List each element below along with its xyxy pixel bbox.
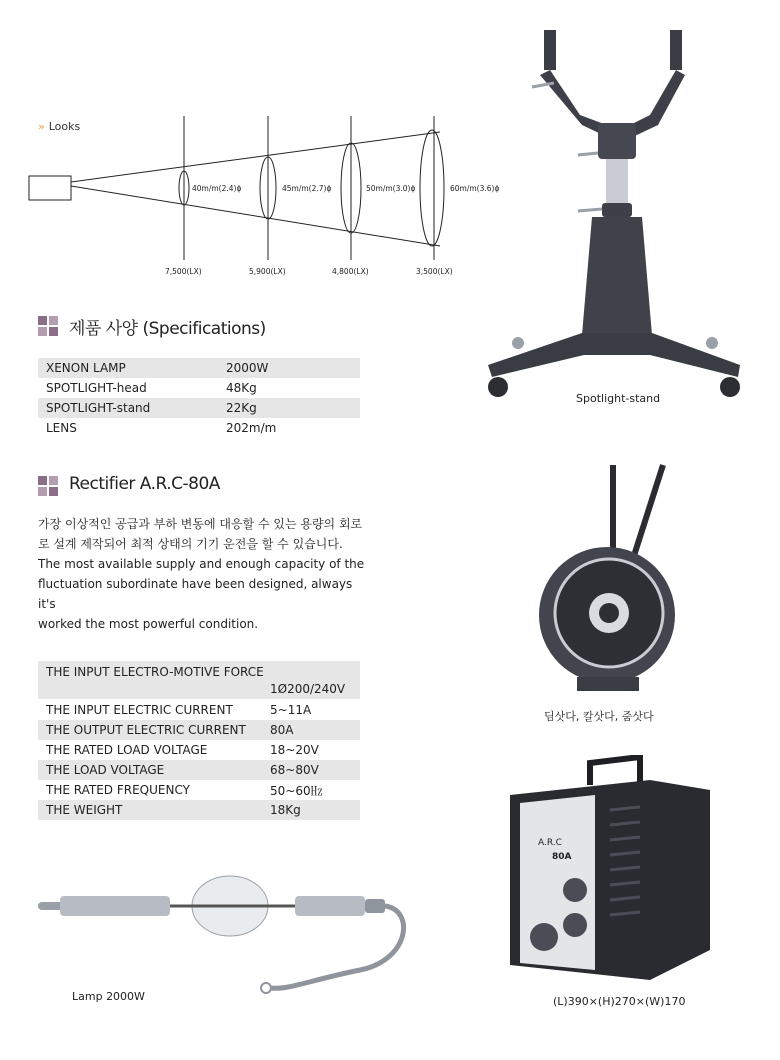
spec-label: XENON LAMP — [46, 361, 126, 375]
spec-label: LENS — [46, 421, 77, 435]
spec-value: 80A — [270, 723, 294, 737]
rectifier-description — [38, 514, 368, 634]
spec-label: THE RATED LOAD VOLTAGE — [46, 743, 208, 757]
section-square-icon-8 — [49, 487, 58, 496]
lux-label-4: 3,500(LX) — [416, 267, 453, 276]
lux-label-1: 7,500(LX) — [165, 267, 202, 276]
spec-label: SPOTLIGHT-head — [46, 381, 147, 395]
table-row — [38, 661, 360, 699]
spec-value: 202m/m — [226, 421, 277, 435]
spotlight-stand-image — [470, 25, 760, 405]
desc-ko-line-1: 가장 이상적인 공급과 부하 변동에 대응할 수 있는 용량의 회로 — [38, 517, 363, 531]
spec-value: 50~60㎐ — [270, 783, 323, 798]
table-row — [38, 740, 360, 760]
beam-section-4 — [420, 130, 444, 246]
spec-label: THE WEIGHT — [46, 803, 123, 817]
section-square-icon-6 — [49, 476, 58, 485]
table-row — [38, 800, 360, 820]
spec-label: THE INPUT ELECTRO-MOTIVE FORCE — [46, 665, 264, 679]
table-row — [38, 760, 360, 780]
table-row — [38, 780, 360, 800]
diameter-label-4: 60m/m(3.6)ϕ — [450, 184, 500, 193]
table-row — [38, 358, 360, 378]
table-row — [38, 700, 360, 720]
spec-value: 1Ø200/240V — [270, 682, 346, 696]
section-square-icon-5 — [38, 476, 47, 485]
beam-lower-line — [71, 186, 440, 246]
beam-upper-line — [71, 132, 440, 182]
lamp-caption: Lamp 2000W — [72, 990, 145, 1003]
rectifier-unit-image — [500, 755, 720, 985]
spec-label: SPOTLIGHT-stand — [46, 401, 151, 415]
lamp-image — [30, 870, 420, 1005]
desc-ko-line-2: 로 설계 제작되어 최적 상태의 기기 운전을 할 수 있습니다. — [38, 537, 343, 551]
section-square-icon — [38, 316, 47, 325]
stand-caption: Spotlight-stand — [576, 392, 661, 405]
section-square-icon-4 — [49, 327, 58, 336]
specifications-title: 제품 사양 (Specifications) — [69, 319, 266, 339]
specifications-table — [38, 358, 360, 438]
iris-caption: 딤삿다, 칼삿다, 줌삿다 — [544, 710, 654, 723]
diameter-label-2: 45m/m(2.7)ϕ — [282, 184, 332, 193]
spec-value: 5~11A — [270, 703, 312, 717]
section-square-icon-7 — [38, 487, 47, 496]
diameter-label-1: 40m/m(2.4)ϕ — [192, 184, 242, 193]
lux-label-3: 4,800(LX) — [332, 267, 369, 276]
unit-brand-label: A.R.C — [538, 838, 562, 848]
iris-unit-image — [535, 455, 685, 700]
desc-en-line-2: fluctuation subordinate have been designed, always it's — [38, 577, 353, 611]
spec-label: THE OUTPUT ELECTRIC CURRENT — [46, 723, 246, 737]
spec-value: 18~20V — [270, 743, 319, 757]
lux-label-2: 5,900(LX) — [249, 267, 286, 276]
beam-diagram — [20, 110, 500, 285]
spec-label: THE LOAD VOLTAGE — [46, 763, 165, 777]
section-square-icon-2 — [49, 316, 58, 325]
spec-value: 2000W — [226, 361, 269, 375]
table-row — [38, 720, 360, 740]
table-row — [38, 398, 360, 418]
table-row — [38, 418, 360, 438]
spec-value: 48Kg — [226, 381, 257, 395]
looks-label: » Looks — [38, 120, 81, 133]
diameter-label-3: 50m/m(3.0)ϕ — [366, 184, 416, 193]
rectifier-caption: (L)390×(H)270×(W)170 — [553, 995, 686, 1008]
rectifier-table — [38, 700, 360, 820]
spec-label: THE INPUT ELECTRIC CURRENT — [46, 703, 233, 717]
section-square-icon-3 — [38, 327, 47, 336]
desc-en-line-3: worked the most powerful condition. — [38, 617, 259, 631]
spec-value: 18Kg — [270, 803, 301, 817]
table-row — [38, 378, 360, 398]
desc-en-line-1: The most available supply and enough capacity of the — [38, 557, 365, 571]
rectifier-title: Rectifier A.R.C-80A — [69, 474, 220, 494]
double-chevron-icon: » — [38, 120, 45, 133]
spec-value: 68~80V — [270, 763, 319, 777]
spec-label: THE RATED FREQUENCY — [46, 783, 190, 797]
unit-model-label: 80A — [552, 852, 572, 862]
lamp-box — [29, 176, 71, 200]
spec-value: 22Kg — [226, 401, 257, 415]
